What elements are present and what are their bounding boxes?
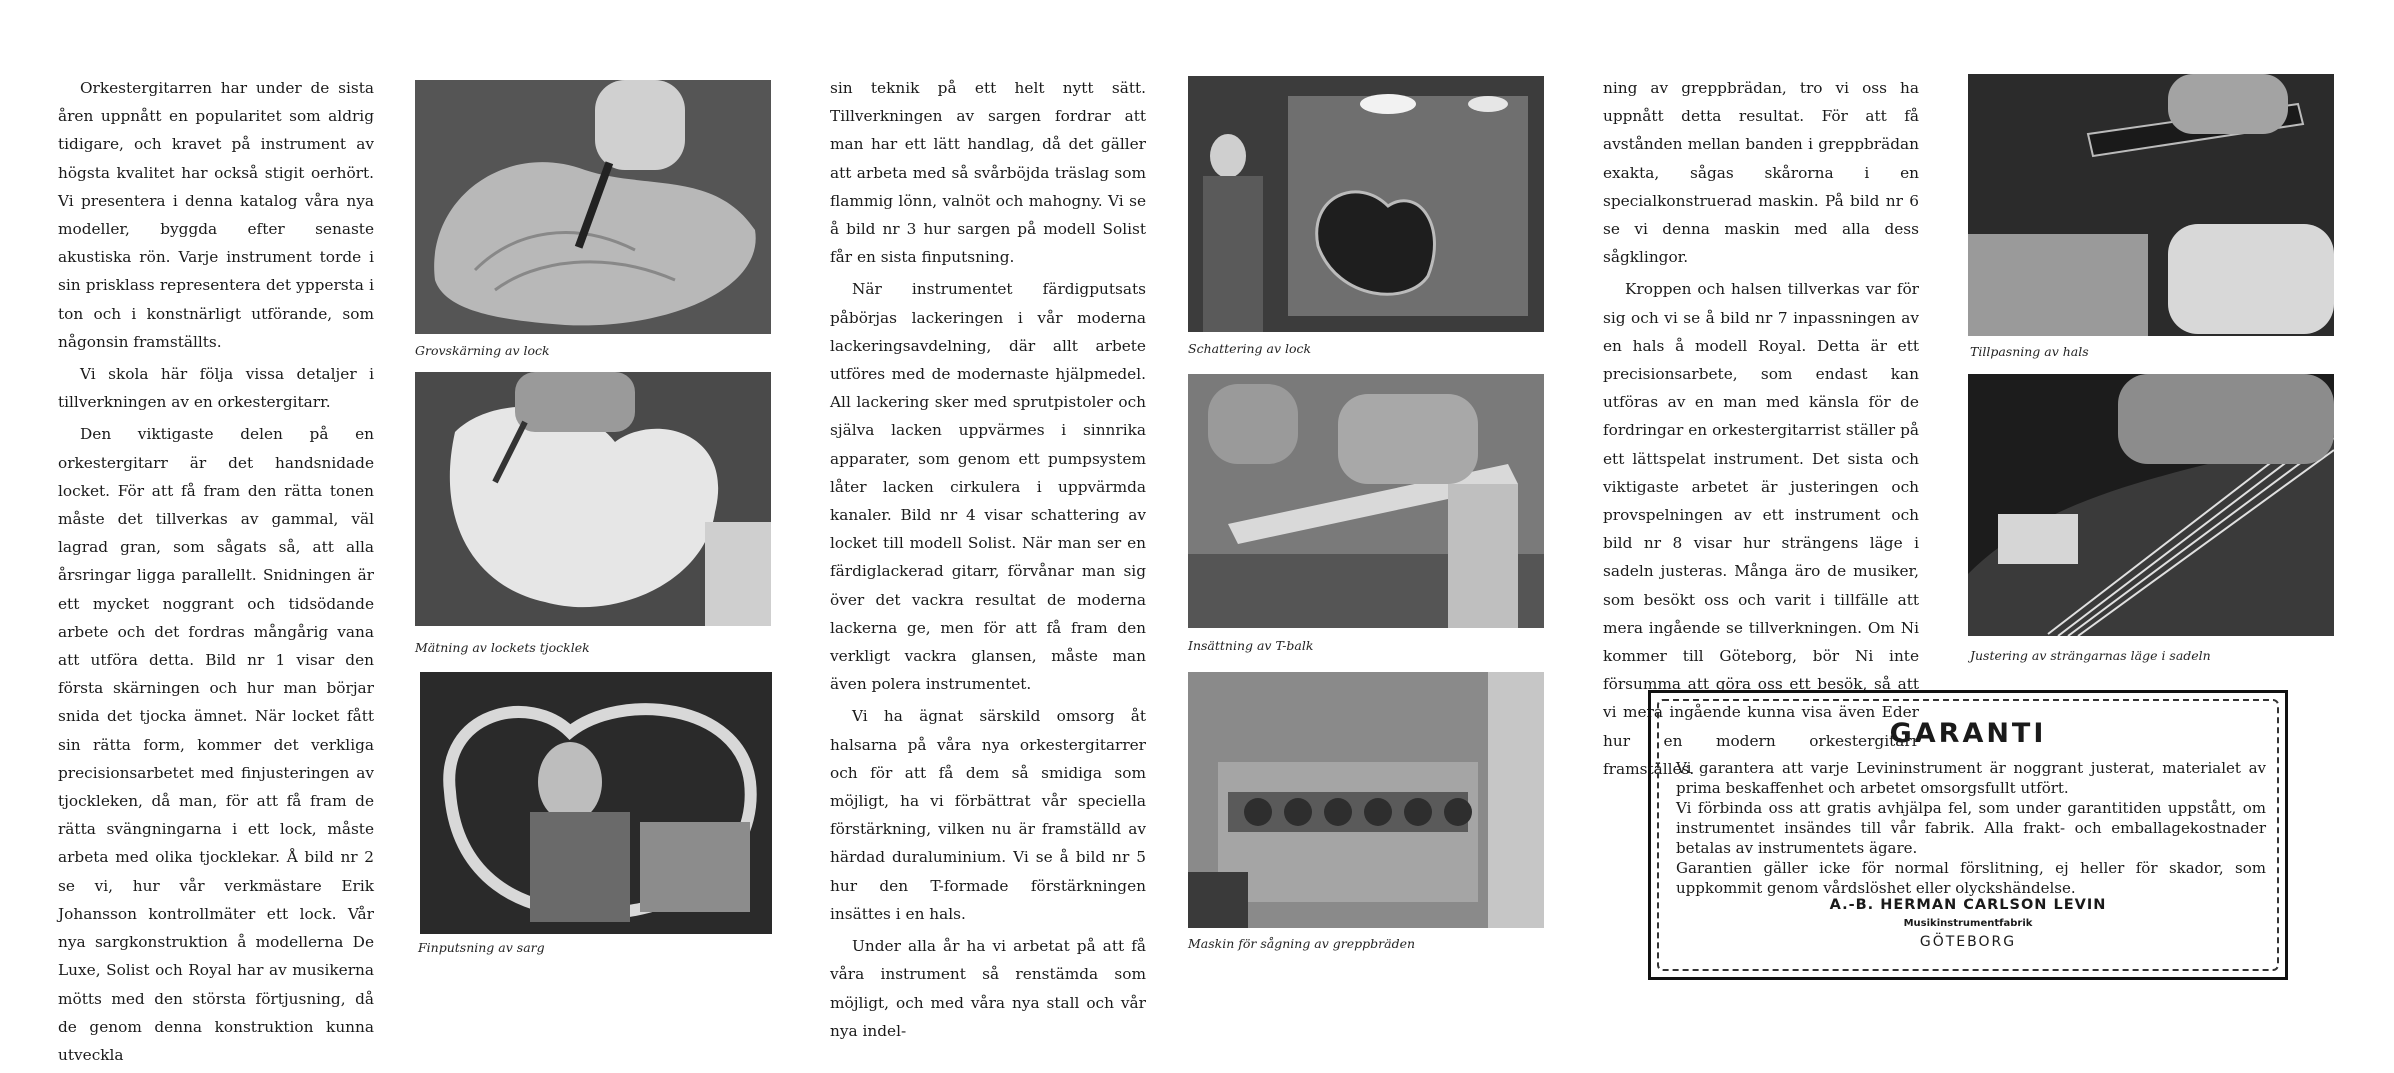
caption-1: Grovskärning av lock	[415, 343, 550, 358]
photo-saddle-adjustment	[1968, 374, 2334, 636]
paragraph: sin teknik på ett helt nytt sätt. Tillverkningen av sargen fordrar att man har ett lätt handlag, då det gäller att arbeta med så svårböjda träslag som flammig lönn, valnöt och mahogny. Vi se å bild nr 3 hur sargen på modell Solist får en sista finputsning.	[830, 79, 1146, 267]
photo-finishing-rim	[420, 672, 772, 934]
paragraph: Orkestergitarren har under de sista åren uppnått en popularitet som aldrig tidigare, och kravet på instrument av högsta kvalitet har också stigit oerhört. Vi presentera i denna katalog våra nya modeller, byggda efter senaste akustiska rön. Varje instrument torde i sin prisklass representera det yppersta i ton och i konstnärligt utförande, som någonsin framställts.	[58, 79, 374, 351]
text-column-3	[1603, 74, 1919, 787]
photo-carving-top	[415, 80, 771, 334]
guarantee-box	[1648, 690, 2288, 980]
caption-2: Mätning av lockets tjocklek	[415, 640, 590, 655]
company-city: GÖTEBORG	[1919, 934, 2017, 950]
paragraph: Under alla år ha vi arbetat på att få våra instrument så renstämda som möjligt, och med våra nya stall och vår nya indel-	[830, 937, 1146, 1040]
caption-8: Justering av strängarnas läge i sadeln	[1970, 648, 2211, 663]
caption-7: Tillpasning av hals	[1970, 344, 2089, 359]
company-name: A.-B. HERMAN CARLSON LEVIN	[1829, 897, 2107, 913]
paragraph: Vi ha ägnat särskild omsorg åt halsarna på våra nya orkestergitarrer och för att få dem så smidiga som möjligt, ha vi förbättrat vår speciella förstärkning, vilken nu är framställd av härdad duraluminium. Vi se å bild nr 5 hur den T-formade förstärkningen insättes i en hals.	[830, 707, 1146, 923]
guarantee-body	[1676, 758, 2266, 898]
paragraph: Den viktigaste delen på en orkestergitarr är det handsnidade locket. För att få fram den rätta tonen måste det tillverkas av gammal, väl lagrad gran, som sågats så, att alla årsringar ligga parallellt. Snidningen är ett mycket noggrant och tidsödande arbete och det fordras mångårig vana att utföra detta. Bild nr 1 visar den första skärningen och hur man börjar snida det tjocka ämnet. När locket fått sin rätta form, kommer det verkliga precisionsarbetet med finjusteringen av tjockleken, då man, för att få fram de rätta svängningarna i ett lock, måste arbeta med olika tjocklekar. Å bild nr 2 se vi, hur vår verkmästare Erik Johansson kontrollmäter ett lock. Vår nya sargkonstruktion å modellerna De Luxe, Solist och Royal har av musikerna mötts med den största förtjusning, då de genom denna konstruktion kunna utveckla	[58, 425, 374, 1064]
caption-3: Finputsning av sarg	[418, 940, 545, 955]
caption-5: Insättning av T-balk	[1188, 638, 1314, 653]
photo-neck-fitting	[1968, 74, 2334, 336]
caption-4: Schattering av lock	[1188, 341, 1312, 356]
photo-t-bar-insertion	[1188, 374, 1544, 628]
paragraph: Vi skola här följa vissa detaljer i tillverkningen av en orkestergitarr.	[58, 365, 374, 412]
guarantee-paragraph: Vi förbinda oss att gratis avhjälpa fel, som under garantitiden uppstått, om instrumentet insändes till vår fabrik. Alla frakt- och emballagekostnader betalas av instrumentets ägare.	[1676, 799, 2266, 857]
photo-measuring-thickness	[415, 372, 771, 626]
company-subtitle: Musikinstrumentfabrik	[1903, 918, 2033, 929]
text-column-1	[58, 74, 374, 1073]
guarantee-paragraph: Vi garantera att varje Levininstrument är noggrant justerat, materialet av prima beskaffenhet och arbetet omsorgsfullt utfört.	[1676, 759, 2266, 797]
photo-spraying-top	[1188, 76, 1544, 332]
caption-6: Maskin för sågning av greppbräden	[1188, 936, 1416, 951]
photo-fret-saw-machine	[1188, 672, 1544, 928]
text-column-2	[830, 74, 1146, 1049]
guarantee-paragraph: Garantien gäller icke för normal förslitning, ej heller för skador, som uppkommit genom vårdslöshet eller olyckshändelse.	[1676, 859, 2266, 897]
guarantee-title: GARANTI	[1889, 718, 2047, 749]
paragraph: När instrumentet färdigputsats påbörjas lackeringen i vår moderna lackeringsavdelning, där allt arbete utföres med de modernaste hjälpmedel. All lackering sker med sprutpistoler och själva lacken uppvärmes i sinnrika apparater, som genom ett pumpsystem låter lacken cirkulera i uppvärmda kanaler. Bild nr 4 visar schattering av locket till modell Solist. När man ser en färdiglackerad gitarr, förvånar man sig över det vackra resultat de moderna lackerna ge, men för att få fram den verkligt vackra glansen, måste man även polera instrumentet.	[830, 280, 1146, 694]
paragraph: ning av greppbrädan, tro vi oss ha uppnått detta resultat. För att få avstånden mellan banden i greppbrädan exakta, sågas skårorna i en specialkonstruerad maskin. På bild nr 6 se vi denna maskin med alla dess sågklingor.	[1603, 79, 1919, 267]
paragraph: Kroppen och halsen tillverkas var för sig och vi se å bild nr 7 inpassningen av en hals å modell Royal. Detta är ett precisionsarbete, som endast kan utföras av en man med känsla för de fordringar en orkestergitarrist ställer på ett lättspelat instrument. Det sista och viktigaste arbetet är justeringen och provspelningen av ett instrument och bild nr 8 visar hur strängens läge i sadeln justeras. Många äro de musiker, som besökt oss och varit i tillfälle att mera ingående se tillverkningen. Om Ni kommer till Göteborg, bör Ni inte försumma att göra oss ett besök, så att vi mera ingående kunna visa även Eder hur en modern orkestergitarr framställes.	[1603, 280, 1919, 778]
